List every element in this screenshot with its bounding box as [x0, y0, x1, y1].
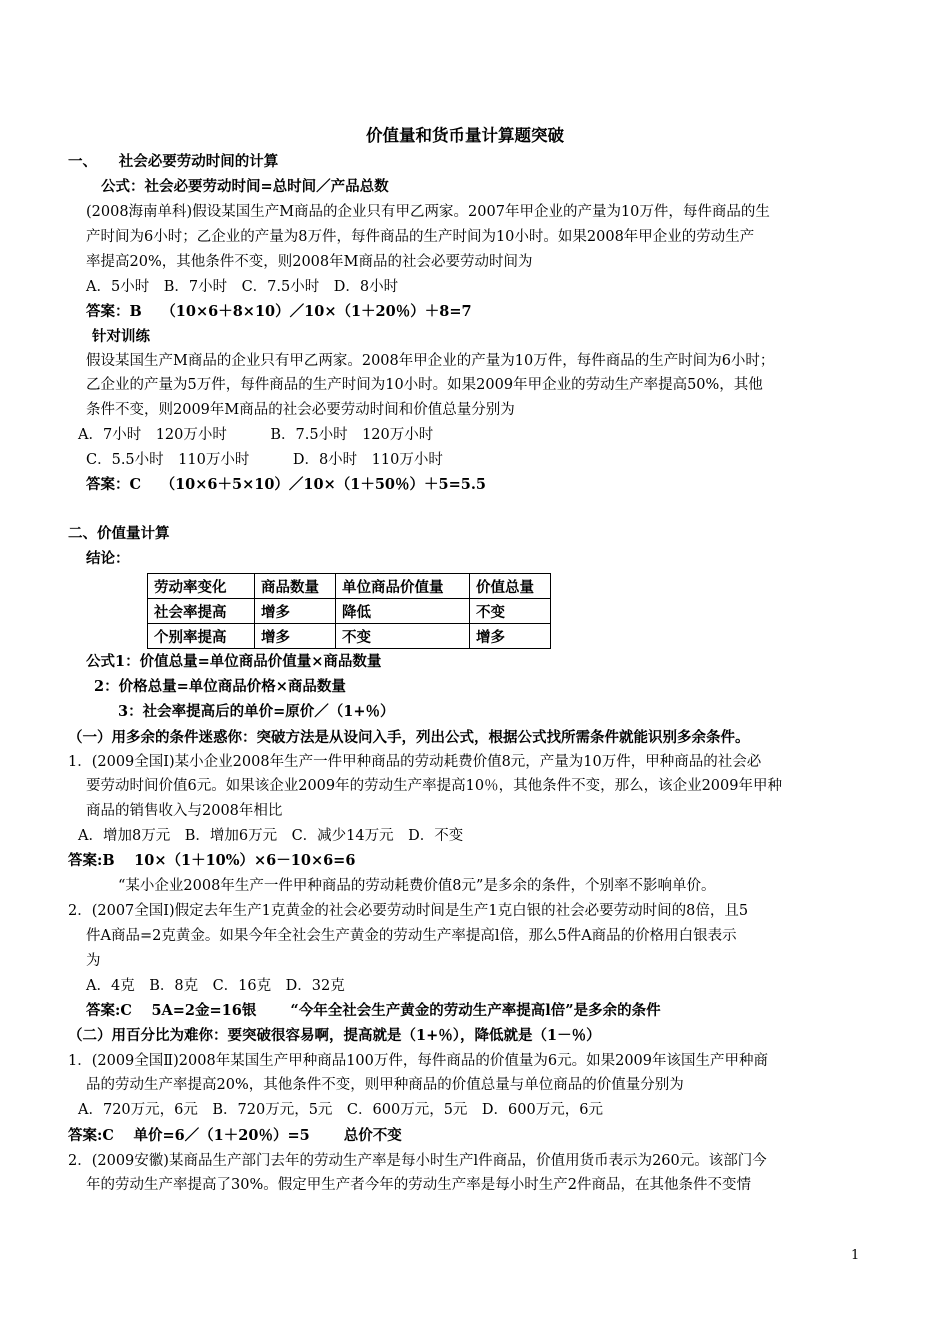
section-heading: 二、价值量计算 [68, 525, 170, 542]
conclusion-label: 结论： [86, 550, 130, 567]
text-line: 2．(2007全国Ⅰ)假定去年生产1克黄金的社会必要劳动时间是生产1克白银的社会必要劳动时间的8倍，且5 [68, 903, 749, 919]
text-line: 产时间为6小时；乙企业的产量为8万件，每件商品的生产时间为10小时。如果2008年甲企业的劳动生产 [86, 229, 755, 245]
table-header-cell: 价值总量 [470, 574, 551, 599]
table-cell: 个别率提高 [148, 624, 255, 649]
table-cell: 不变 [336, 624, 470, 649]
note-line: “某小企业2008年生产一件甲种商品的劳动耗费价值8元”是多余的条件，个别率不影响单价。 [118, 878, 716, 894]
answer-line: 答案：C （10×6＋5×10）／10×（1＋50％）＋5=5.5 [86, 476, 486, 493]
table-cell: 不变 [470, 599, 551, 624]
formula-line: 公式1：价值总量=单位商品价值量×商品数量 [86, 653, 382, 670]
text-line: 2．(2009安徽)某商品生产部门去年的劳动生产率是每小时生产l件商品，价值用货币表示为260元。该部门今 [68, 1153, 767, 1169]
table-header-cell: 商品数量 [255, 574, 336, 599]
section-heading: 一、 社会必要劳动时间的计算 [68, 153, 279, 170]
text-line: 1．(2009全国Ⅱ)2008年某国生产甲种商品100万件，每件商品的价值量为6元。如果2009年该国生产甲种商 [68, 1053, 768, 1069]
formula-line: 公式：社会必要劳动时间=总时间／产品总数 [101, 178, 389, 195]
answer-line: 答案：B （10×6＋8×10）／10×（1＋20％）＋8=7 [86, 303, 472, 320]
text-line: 1．(2009全国Ⅰ)某小企业2008年生产一件甲种商品的劳动耗费价值8元，产量为10万件，甲种商品的社会必 [68, 754, 762, 770]
table-cell: 增多 [470, 624, 551, 649]
answer-line: 答案:B 10×（1＋10%）×6－10×6=6 [68, 852, 356, 869]
table-cell: 增多 [255, 624, 336, 649]
options-line: C．5.5小时 110万小时 D．8小时 110万小时 [86, 452, 443, 468]
text-line: (2008海南单科)假设某国生产M商品的企业只有甲乙两家。2007年甲企业的产量为10万件，每件商品的生 [86, 204, 770, 220]
table-cell: 增多 [255, 599, 336, 624]
method-heading: （二）用百分比为难你：要突破很容易啊，提高就是（1+％），降低就是（1－％） [68, 1027, 601, 1044]
options-line: A．增加8万元 B．增加6万元 C．减少14万元 D．不变 [78, 828, 464, 844]
options-line: A．4克 B．8克 C．16克 D．32克 [86, 978, 345, 994]
page-title: 价值量和货币量计算题突破 [366, 126, 564, 145]
text-line: 要劳动时间价值6元。如果该企业2009年的劳动生产率提高10％，其他条件不变，那么，该企业2009年甲种 [86, 778, 782, 794]
table-row [148, 624, 551, 649]
text-line: 率提高20%，其他条件不变，则2008年M商品的社会必要劳动时间为 [86, 254, 533, 270]
text-line: 条件不变，则2009年M商品的社会必要劳动时间和价值总量分别为 [86, 402, 515, 418]
method-heading: （一）用多余的条件迷惑你：突破方法是从设问入手，列出公式，根据公式找所需条件就能识别多余条件。 [68, 729, 750, 746]
formula-line: 3：社会率提高后的单价=原价／（1+％） [118, 703, 395, 720]
table-header-cell: 劳动率变化 [148, 574, 255, 599]
options-line: A．720万元，6元 B．720万元，5元 C．600万元，5元 D．600万元，6元 [78, 1102, 603, 1118]
table-header-row [148, 574, 551, 599]
formula-line: 2：价格总量=单位商品价格×商品数量 [94, 678, 346, 695]
table-row [148, 599, 551, 624]
text-line: 件A商品=2克黄金。如果今年全社会生产黄金的劳动生产率提高l倍，那么5件A商品的价格用白银表示 [86, 928, 737, 944]
text-line: 假设某国生产M商品的企业只有甲乙两家。2008年甲企业的产量为10万件，每件商品的生产时间为6小时； [86, 353, 775, 369]
subheading: 针对训练 [92, 328, 150, 345]
table-cell: 社会率提高 [148, 599, 255, 624]
options-line: A．5小时 B．7小时 C．7.5小时 D．8小时 [86, 279, 399, 295]
table-header-cell: 单位商品价值量 [336, 574, 470, 599]
conclusion-table [147, 573, 551, 649]
options-line: A．7小时 120万小时 B．7.5小时 120万小时 [78, 427, 434, 443]
text-line: 品的劳动生产率提高20%，其他条件不变，则甲种商品的价值总量与单位商品的价值量分别为 [86, 1077, 684, 1093]
text-line: 商品的销售收入与2008年相比 [86, 803, 283, 819]
answer-line: 答案:C 单价=6／（1＋20％）=5 总价不变 [68, 1127, 402, 1144]
page-number: 1 [851, 1248, 860, 1263]
table-cell: 降低 [336, 599, 470, 624]
answer-line: 答案:C 5A=2金=16银 “今年全社会生产黄金的劳动生产率提高l倍”是多余的条件 [86, 1002, 661, 1019]
text-line: 乙企业的产量为5万件，每件商品的生产时间为10小时。如果2009年甲企业的劳动生产率提高50%，其他 [86, 377, 763, 393]
text-line: 为 [86, 953, 101, 969]
text-line: 年的劳动生产率提高了30%。假定甲生产者今年的劳动生产率是每小时生产2件商品，在其他条件不变情 [86, 1177, 751, 1193]
